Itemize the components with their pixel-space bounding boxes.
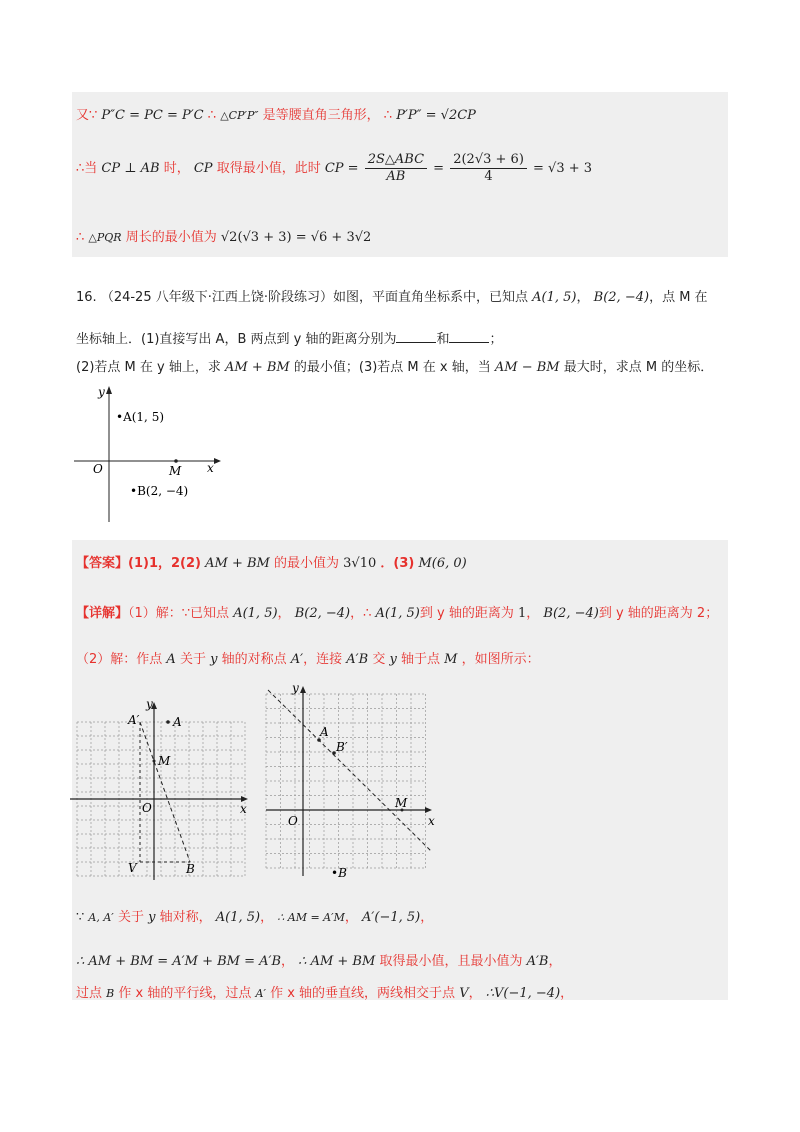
fraction-value: $\frac{2(2√3 + 6)}{4}$ [450, 152, 527, 185]
point-m-label: M [395, 796, 408, 810]
x-axis-arrow [425, 807, 432, 813]
origin-label: O [93, 462, 103, 476]
point-b-label: •B(2, −4) [130, 484, 189, 498]
y-axis-arrow [106, 386, 112, 394]
y-label: y [292, 681, 299, 695]
bottom-line-2: ∴ AM + BM = A′M + BM = A′B， ∴ AM + BM 取得最小值，且最小值为 A′B， [76, 954, 562, 969]
point-a-prime-label: A′ [128, 713, 140, 727]
y-label: y [98, 385, 105, 399]
y-label: y [146, 697, 153, 711]
solution-line-3: ∴ △PQR 周长的最小值为 √2(√3 + 3) = √6 + 3√2 [76, 230, 372, 245]
bottom-line-3: 过点 B 作 x 轴的平行线，过点 A′ 作 x 轴的垂直线，两线相交于点 V， ∴V(−1, −4)， [76, 986, 574, 1001]
point-m-label: M [158, 754, 171, 768]
x-label: x [428, 814, 435, 828]
solution-figure-left [68, 696, 258, 882]
point-a [166, 720, 170, 724]
detail-line-1: 【详解】（1）解：∵已知点 A(1, 5)， B(2, −4)，∴ A(1, 5)到 y 轴的距离为 1， B(2, −4)到 y 轴的距离为 2； [76, 606, 719, 621]
x-label: x [240, 802, 247, 816]
x-label: x [207, 461, 214, 475]
point-v-label: V [128, 861, 137, 875]
point-b-label: •B [331, 866, 347, 880]
point-m-label: M [169, 464, 182, 478]
point-m [174, 459, 178, 463]
point-m [153, 760, 156, 763]
solution-line-1: 又∵ P″C = PC = P′C ∴ △CP′P″ 是等腰直角三角形， ∴ P′P″ = √2CP [76, 108, 476, 123]
y-axis-arrow [300, 686, 306, 693]
answer-blank [396, 330, 436, 343]
origin-label: O [288, 814, 298, 828]
question-16-line-1: 16. （24-25 八年级下·江西上饶·阶段练习）如图，平面直角坐标系中，已知点 A(1, 5)， B(2, −4)，点 M 在 [76, 290, 708, 305]
grid [266, 694, 426, 868]
answer-line: 【答案】(1)1，2(2) AM + BM 的最小值为 3√10 ．(3) M(6, 0) [76, 556, 467, 571]
question-figure [68, 382, 228, 528]
fraction-2s-over-ab: $\frac{\text{2S△ABC}}{AB}$ [365, 152, 427, 185]
point-b-label: B [186, 862, 195, 876]
point-a-label: A [173, 715, 182, 729]
solution-figure-right [262, 680, 440, 880]
origin-label: O [142, 801, 152, 815]
answer-blank [449, 330, 489, 343]
detail-line-2: （2）解：作点 A 关于 y 轴的对称点 A′，连接 A′B 交 y 轴于点 M ，如图所示： [76, 652, 540, 667]
point-a-label: A [320, 725, 329, 739]
bottom-line-1: ∵ A, A′ 关于 y 轴对称， A(1, 5)， ∴ AM = A′M， A′(−1, 5)， [76, 910, 434, 925]
x-axis-arrow [214, 458, 221, 464]
solution-line-2: ∴当 CP ⊥ AB 时， CP 取得最小值，此时 CP = $\frac{\text{2S△ABC}}{AB}$ = $\frac{2(2√3 + 6)}{4}$ = √3 + 3 [76, 152, 593, 184]
question-16-line-3: (2)若点 M 在 y 轴上，求 AM + BM 的最小值；(3)若点 M 在 x 轴，当 AM − BM 最大时，求点 M 的坐标． [76, 360, 714, 375]
question-16-line-2: 坐标轴上．(1)直接写出 A，B 两点到 y 轴的距离分别为 和 ； [76, 332, 503, 347]
point-b-prime-label: B′ [336, 740, 348, 754]
point-a-label: •A(1, 5) [116, 410, 165, 424]
